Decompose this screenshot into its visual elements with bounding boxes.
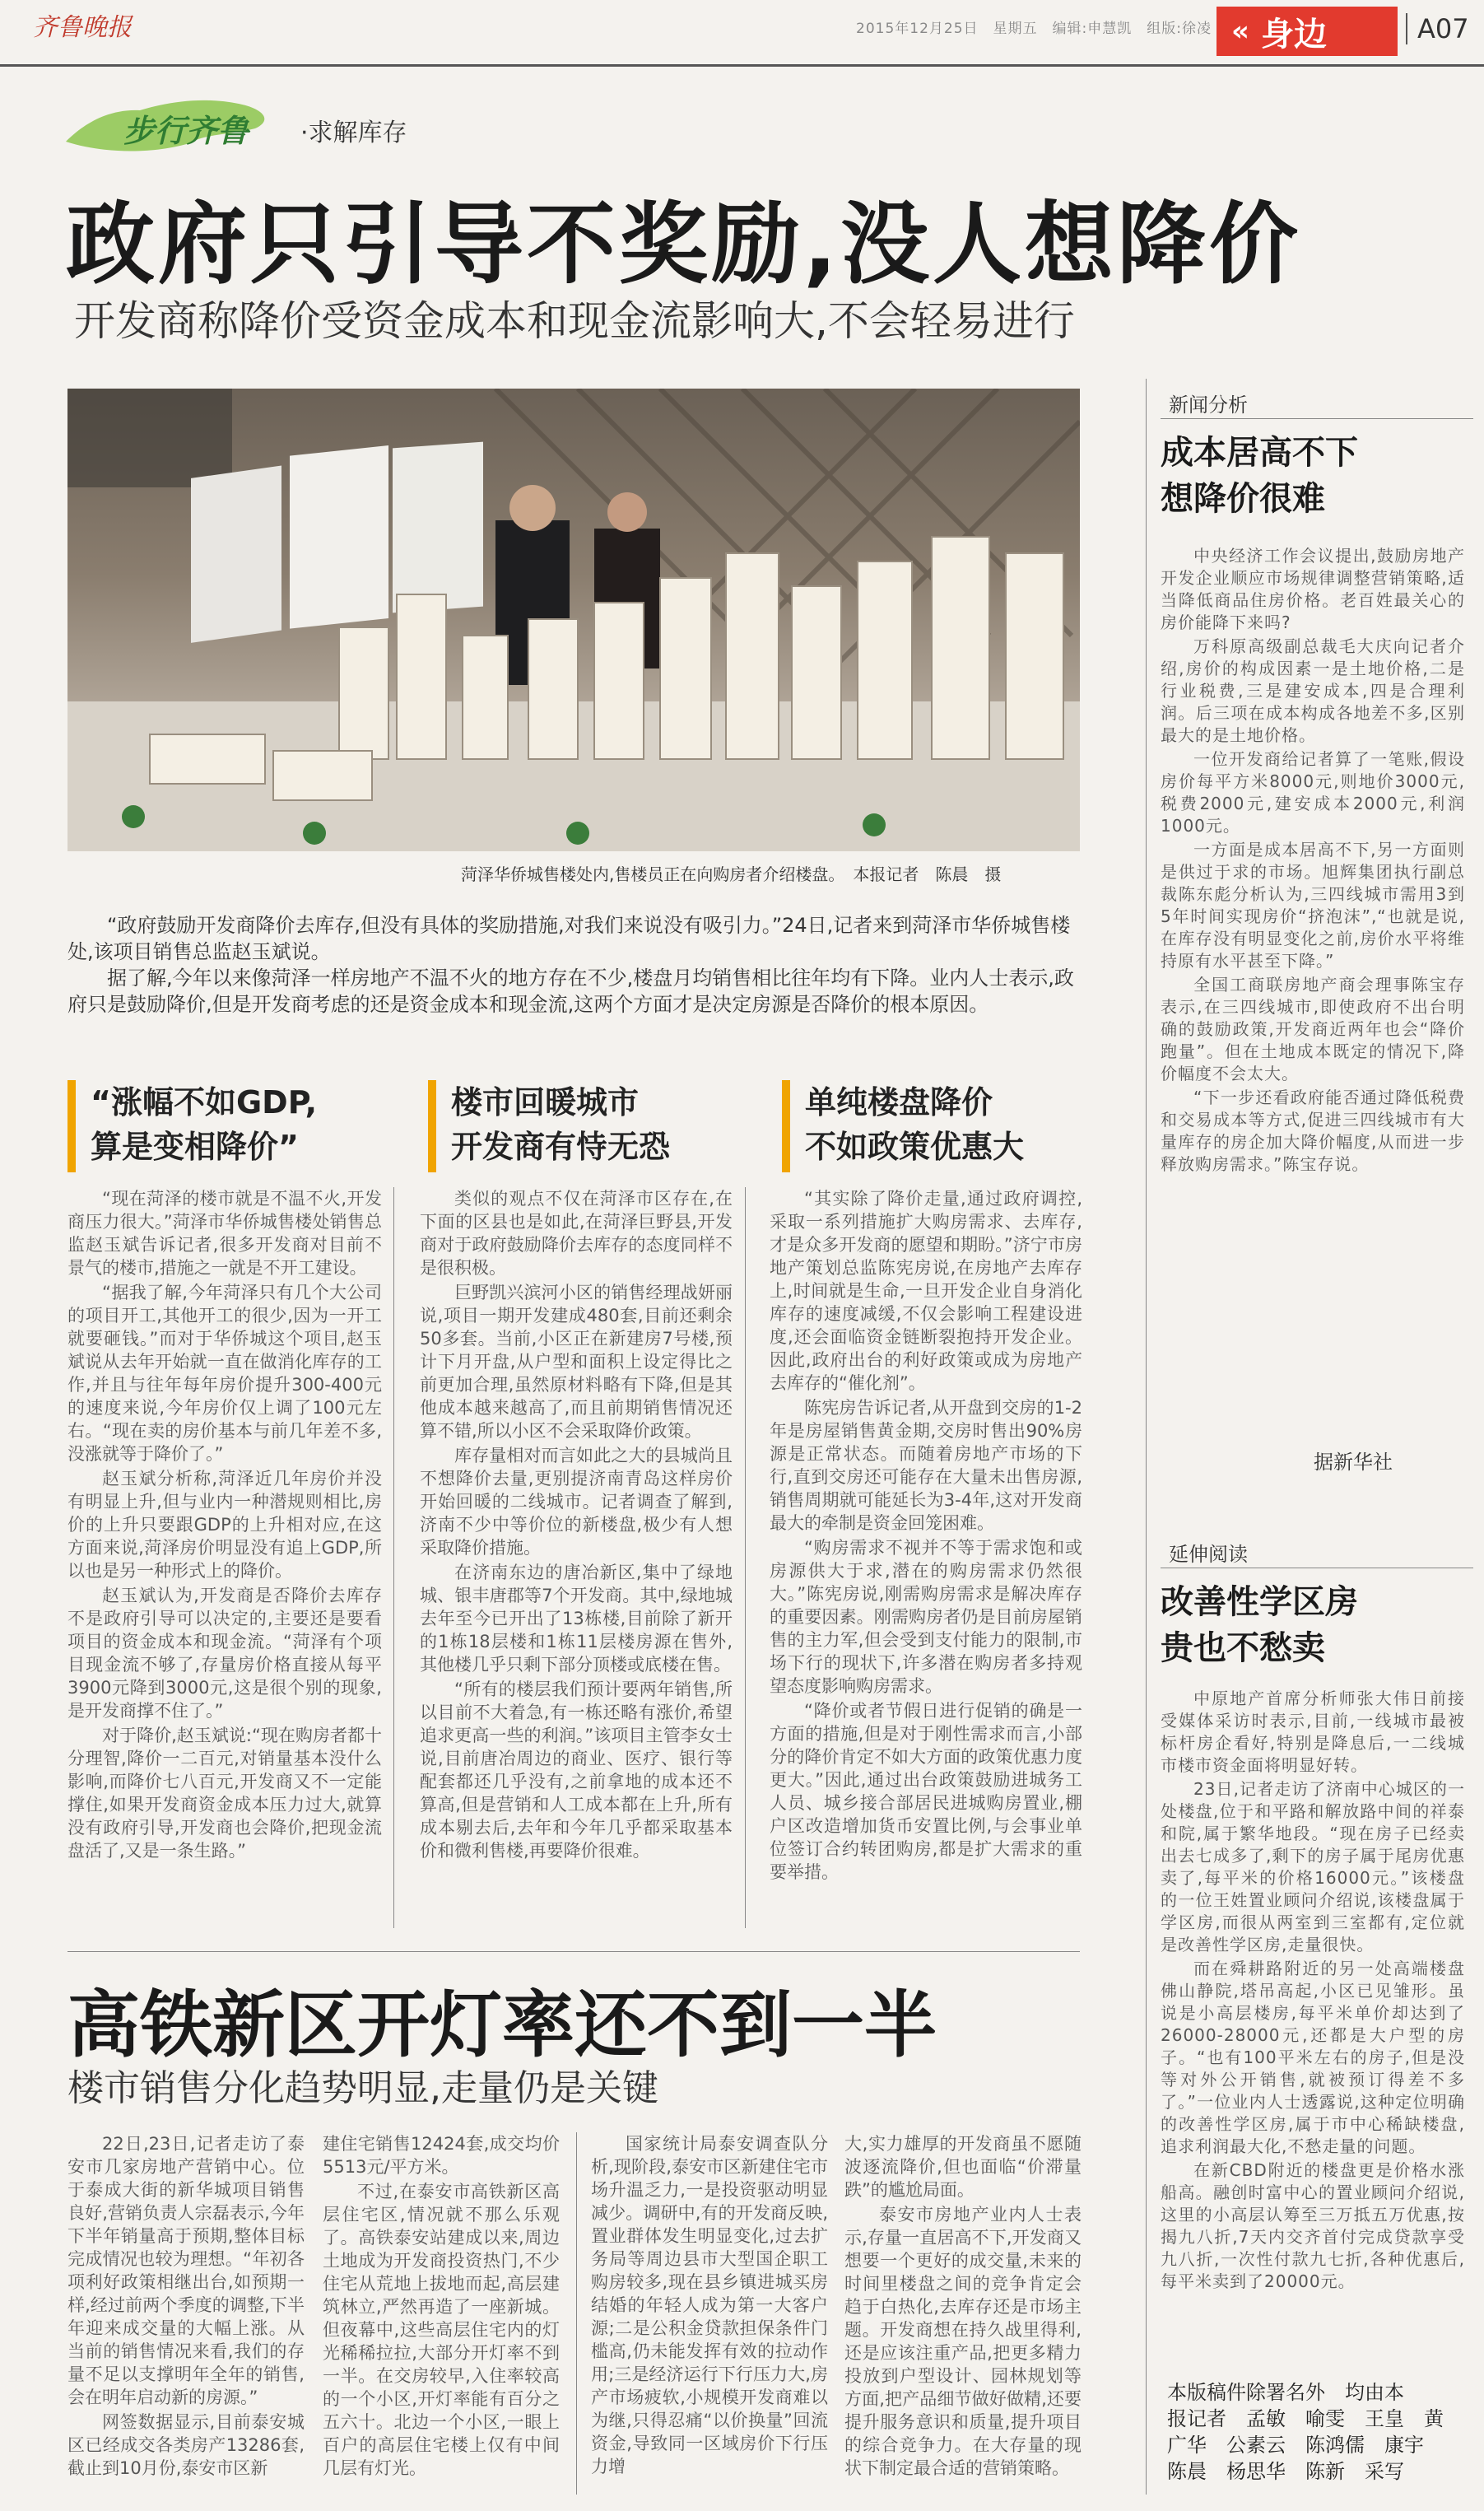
- sidebar-title: 成本居高不下 想降价很难: [1161, 434, 1358, 518]
- news-photo: [67, 389, 1080, 851]
- article-column: 类似的观点不仅在菏泽市区存在,在下面的区县也是如此,在菏泽巨野县,开发商对于政府鼓励降价去库存的态度同样不是很积极。 巨野凯兴滨河小区的销售经理战妍丽说,项目一期开发建成480套,目前还剩余50多套。当前,小区正在新建房7号楼,预计下月开盘,从户型和面积上设定得比之前更加合理,虽然原材料略有下降,但是其他成本越来越高了,而且前期销售情况还算不错,所以小区不会采取降价政策。 库存量相对而言如此之大的县城尚且不想降价去量,更别提济南青岛这样房价开始回暖的二线城市。记者调查了解到,济南不少中等价位的新楼盘,极少有人想采取降价措施。 在济南东边的唐冶新区,集中了绿地城、银丰唐郡等7个开发商。其中,绿地城去年至今已开出了13栋楼,目前除了新开的1栋18层楼和1栋11层楼房源在售外,其他楼几乎只剩下部分顶楼或底楼在售。 “所有的楼层我们预计要两年销售,所以目前不大着急,有一栋还略有涨价,希望追求更高一些的利润。”该项目主管李女士说,目前唐冶周边的商业、医疗、银行等配套都还几乎没有,之前拿地的成本还不算高,但是营销和人工成本都在上升,所有成本剔去后,去年和今年几乎都采取基本价和微利售楼,再要降价很难。: [420, 1189, 733, 1861]
- article-column: 大,实力雄厚的开发商虽不愿随波逐流降价,但也面临“价滞量跌”的尴尬局面。 泰安市房地产业内人士表示,存量一直居高不下,开发商又想要一个更好的成交量,未来的时间里楼盘之间的竞争肯定会趋于白热化,去库存还是市场主题。开发商想在持久战里得利,还是应该注重产品,把更多精力投放到户型设计、园林规划等方面,把产品细节做好做精,还要提升服务意识和质量,提升项目的综合竞争力。在大存量的现状下制定最合适的营销策略。: [844, 2134, 1082, 2478]
- column-divider: [576, 2132, 577, 2495]
- article-column: 22日,23日,记者走访了泰安市几家房地产营销中心。位于泰成大街的新华城项目销售良好,营销负责人宗磊表示,今年下半年销量高于预期,整体目标完成情况也较为理想。“年初各项利好政策相继出台,如预期一样,经过前两个季度的调整,下半年迎来成交量的大幅上涨。从当前的销售情况来看,我们的存量不足以支撑明年全年的销售,会在明年启动新的房源。” 网签数据显示,目前泰安城区已经成交各类房产13286套,截止到10月份,泰安市区新: [67, 2134, 305, 2478]
- story-divider: [67, 1951, 1080, 1952]
- lead-paragraph: 据了解,今年以来像菏泽一样房地产不温不火的地方存在不少,楼盘月均销售相比往年均有下降。业内人士表示,政府只是鼓励降价,但是开发商考虑的还是资金成本和现金流,这两个方面才是决定房源是否降价的根本原因。: [67, 967, 1074, 1016]
- photo-caption: 菏泽华侨城售楼处内,售楼员正在向购房者介绍楼盘。 本报记者 陈晨 摄: [461, 864, 1002, 884]
- column-divider: [393, 1187, 394, 1928]
- newspaper-logo: 齐鲁晚报: [33, 13, 132, 42]
- section-title: “涨幅不如GDP, 算是变相降价”: [91, 1084, 318, 1165]
- lead-paragraph: “政府鼓励开发商降价去库存,但没有具体的奖励措施,对我们来说没有吸引力。”24日,记者来到菏泽市华侨城售楼处,该项目销售总监赵玉斌说。: [67, 914, 1071, 963]
- section-name: 身边: [1260, 15, 1327, 54]
- subheadline-2: 楼市销售分化趋势明显,走量仍是关键: [67, 2067, 658, 2109]
- sidebar-rule: [1161, 418, 1473, 419]
- sidebar-label: 延伸阅读: [1169, 1543, 1248, 1566]
- section-title: 楼市回暖城市 开发商有恃无恐: [451, 1084, 671, 1165]
- column-divider: [745, 1187, 746, 1928]
- lead-paragraphs: [67, 912, 1080, 1018]
- subheadline: 开发商称降价受资金成本和现金流影响大,不会轻易进行: [74, 297, 1075, 345]
- section-title-bar: [428, 1080, 436, 1172]
- sales-office-illustration: [67, 389, 1080, 851]
- section-title: 单纯楼盘降价 不如政策优惠大: [805, 1084, 1025, 1165]
- sidebar-body: 中央经济工作会议提出,鼓励房地产开发企业顺应市场规律调整营销策略,适当降低商品住房价格。老百姓最关心的房价能降下来吗? 万科原高级副总裁毛大庆向记者介绍,房价的构成因素一是土地价格,二是行业税费,三是建安成本,四是合理利润。后三项在成本构成各地差不多,区别最大的是土地价格。 一位开发商给记者算了一笔账,假设房价每平方米8000元,则地价3000元,税费2000元,建安成本2000元,利润1000元。 一方面是成本居高不下,另一方面则是供过于求的市场。旭辉集团执行副总裁陈东彪分析认为,三四线城市需用3到5年时间实现房价“挤泡沫”,“也就是说,在库存没有明显变化之前,房价水平将维持原有水平甚至下降。” 全国工商联房地产商会理事陈宝存表示,在三四线城市,即使政府不出台明确的鼓励政策,开发商近两年也会“降价跑量”。但在土地成本既定的情况下,降价幅度不会太大。 “下一步还看政府能否通过降低税费和交易成本等方式,促进三四线城市有大量库存的房企加大降价幅度,从而进一步释放购房需求。”陈宝存说。: [1161, 546, 1465, 1174]
- byline-footer: 本版稿件除署名外 均由本 报记者 孟敏 喻雯 王皇 黄 广华 公素云 陈鸿儒 康宇 陈晨 杨思华 陈新 采写: [1167, 2381, 1444, 2483]
- section-tag: [1217, 7, 1398, 56]
- headline-2: 高铁新区开灯率还不到一半: [67, 1982, 937, 2067]
- column-name: 步行齐鲁: [123, 113, 249, 149]
- double-chevron-left-icon: «: [1231, 15, 1249, 48]
- sidebar-label: 新闻分析: [1169, 394, 1248, 417]
- section-title-bar: [67, 1080, 76, 1172]
- headline: 政府只引导不奖励,没人想降价: [66, 193, 1302, 296]
- article-column: 建住宅销售12424套,成交均价5513元/平方米。 不过,在泰安市高铁新区高层住宅区,情况就不那么乐观了。高铁泰安站建成以来,周边土地成为开发商投资热门,不少住宅从荒地上拔地而起,高层建筑林立,严然再造了一座新城。但夜幕中,这些高层住宅内的灯光稀稀拉拉,大部分开灯率不到一半。在交房较早,入住率较高的一个小区,开灯率能有百分之五六十。北边一个小区,一眼上百户的高层住宅楼上仅有中间几层有灯光。: [323, 2134, 560, 2478]
- sidebar-title: 改善性学区房 贵也不愁卖: [1161, 1583, 1358, 1667]
- sidebar-credit: 据新华社: [1314, 1451, 1393, 1474]
- page-number: A07: [1406, 13, 1469, 44]
- sidebar-divider: [1146, 379, 1147, 2495]
- top-rule: [0, 64, 1484, 67]
- column-subtitle: ·求解库存: [300, 119, 407, 147]
- section-title-bar: [782, 1080, 790, 1172]
- article-column: “现在菏泽的楼市就是不温不火,开发商压力很大。”菏泽市华侨城售楼处销售总监赵玉斌告诉记者,很多开发商对目前不景气的楼市,措施之一就是不开工建设。 “据我了解,今年菏泽只有几个大公司的项目开工,其他开工的很少,因为一开工就要砸钱。”而对于华侨城这个项目,赵玉斌说从去年开始就一直在做消化库存的工作,并且与往年每年房价提升300-400元的速度来说,今年房价仅上调了100元左右。“现在卖的房价基本与前几年差不多,没涨就等于降价了。” 赵玉斌分析称,菏泽近几年房价并没有明显上升,但与业内一种潜规则相比,房价的上升只要跟GDP的上升相对应,在这方面来说,菏泽房价明显没有追上GDP,所以也是另一种形式上的降价。 赵玉斌认为,开发商是否降价去库存不是政府引导可以决定的,主要还是要看项目的资金成本和现金流。“菏泽有个项目现金流不够了,存量房价格直接从每平3900元降到3000元,这是很个别的现象,是开发商撑不住了。” 对于降价,赵玉斌说:“现在购房者都十分理智,降价一二百元,对销量基本没什么影响,而降价七八百元,开发商又不一定能撑住,如果开发商资金成本压力过大,就算没有政府引导,开发商也会降价,把现金流盘活了,又是一条生路。”: [67, 1189, 382, 1861]
- date-line: 2015年12月25日 星期五 编辑:申慧凯 组版:徐凌: [856, 21, 1212, 37]
- article-column: “其实除了降价走量,通过政府调控,采取一系列措施扩大购房需求、去库存,才是众多开发商的愿望和期盼。”济宁市房地产策划总监陈宪房说,在房地产去库存上,时间就是生命,一旦开发企业自身消化库存的速度减缓,不仅会影响工程建设进度,还会面临资金链断裂抱持开发企业。因此,政府出台的利好政策或成为房地产去库存的“催化剂”。 陈宪房告诉记者,从开盘到交房的1-2年是房屋销售黄金期,交房时售出90%房源是正常状态。而随着房地产市场的下行,直到交房还可能存在大量未出售房源,销售周期就可能延长为3-4年,这对开发商最大的牵制是资金回笼困难。 “购房需求不视并不等于需求饱和或房源供大于求,潜在的购房需求仍然很大。”陈宪房说,刚需购房需求是解决库存的重要因素。刚需购房者仍是目前房屋销售的主力军,但会受到支付能力的限制,市场下行的现状下,许多潜在购房者多持观望态度影响购房需求。 “降价或者节假日进行促销的确是一方面的措施,但是对于刚性需求而言,小部分的降价肯定不如大方面的政策优惠力度更大。”因此,通过出台政策鼓励进城务工人员、城乡接合部居民进城购房置业,棚户区改造增加货币安置比例,与会事业单位签订合约转团购房,都是扩大需求的重要举措。: [770, 1189, 1082, 1882]
- sidebar-body: 中原地产首席分析师张大伟日前接受媒体采访时表示,目前,一线城市最被标杆房企看好,特别是降息后,一二线城市楼市资金面将明显好转。 23日,记者走访了济南中心城区的一处楼盘,位于和平路和解放路中间的祥泰和院,属于繁华地段。“现在房子已经卖出去七成多了,剩下的房子属于尾房优惠卖了,每平米的价格16000元。”该楼盘的一位王姓置业顾问介绍说,该楼盘属于学区房,而很从两室到三室都有,定位就是改善性学区房,走量很快。 而在舜耕路附近的另一处高端楼盘佛山静院,塔吊高起,小区已见雏形。虽说是小高层楼房,每平米单价却达到了26000-28000元,还都是大户型的房子。“也有100平米左右的房子,但是没等对外公开销售,就被预订得差不多了。”一位业内人士透露说,这种定位明确的改善性学区房,属于市中心稀缺楼盘,追求利润最大化,不愁走量的问题。 在新CBD附近的楼盘更是价格水涨船高。融创时富中心的置业顾问介绍说,这里的小高层认筹至三万抵五万优惠,按揭九八折,7天内交齐首付完成贷款享受九八折,一次性付款九七折,各种优惠后,每平米卖到了20000元。: [1161, 1689, 1465, 2291]
- article-column: 国家统计局泰安调查队分析,现阶段,泰安市区新建住宅市场升温乏力,一是投资驱动明显减少。调研中,有的开发商反映,置业群体发生明显变化,过去扩务局等周边县市大型国企职工购房较多,现在县乡镇进城买房结婚的年轻人成为第一大客户源;二是公积金贷款担保条件门槛高,仍未能发挥有效的拉动作用;三是经济运行下行压力大,房产市场疲软,小规模开发商难以为继,只得忍痛“以价换量”回流资金,导致同一区域房价下行压力增: [591, 2134, 828, 2476]
